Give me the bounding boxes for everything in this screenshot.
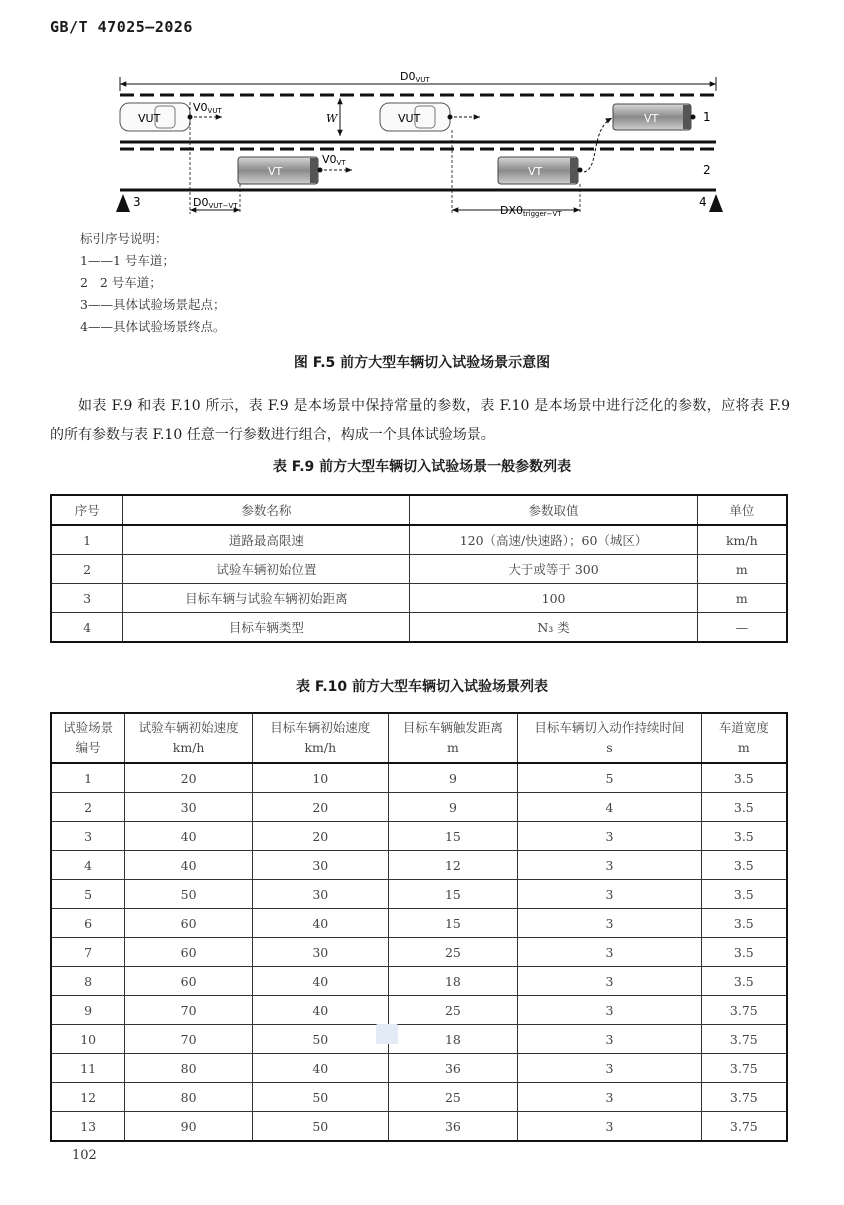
cut-in-scenario-diagram <box>0 60 844 230</box>
table-cell: 10 <box>252 763 388 793</box>
table-f10 <box>50 712 788 1142</box>
table-cell: — <box>697 613 787 643</box>
table-cell: 5 <box>518 763 701 793</box>
legend-item: 3——具体试验场景起点； <box>80 297 226 312</box>
table-row <box>51 822 787 851</box>
table-cell: 3 <box>518 996 701 1025</box>
table-cell: 13 <box>51 1112 125 1142</box>
vt-vehicle-trigger <box>498 157 583 184</box>
column-header: 目标车辆初始速度 km/h <box>252 713 388 763</box>
table-cell: 18 <box>388 1025 518 1054</box>
table-cell: 8 <box>51 967 125 996</box>
table-cell: 90 <box>125 1112 253 1142</box>
table-cell: 70 <box>125 996 253 1025</box>
table-cell: 30 <box>125 793 253 822</box>
table-cell: N₃ 类 <box>410 613 697 643</box>
column-header: 目标车辆触发距离 m <box>388 713 518 763</box>
table-cell: 120（高速/快速路）；60（城区） <box>410 525 697 555</box>
marker-2-label: 2 <box>703 163 711 177</box>
column-header: 序号 <box>51 495 123 525</box>
table-cell: 12 <box>388 851 518 880</box>
table-cell: 3.5 <box>701 909 787 938</box>
table-header-row <box>51 713 787 763</box>
vut-label: VUT <box>138 112 161 125</box>
legend-title: 标引序号说明： <box>80 231 168 246</box>
standard-number: GB/T 47025—2026 <box>50 18 193 36</box>
marker-1-label: 1 <box>703 110 711 124</box>
table-row <box>51 525 787 555</box>
table-cell: 70 <box>125 1025 253 1054</box>
table-cell: 3.5 <box>701 822 787 851</box>
table-cell: 20 <box>252 822 388 851</box>
table-cell: 9 <box>51 996 125 1025</box>
table-cell: 目标车辆与试验车辆初始距离 <box>123 584 410 613</box>
table-row <box>51 763 787 793</box>
table-cell: 60 <box>125 909 253 938</box>
table-cell: 3.75 <box>701 1054 787 1083</box>
column-header: 单位 <box>697 495 787 525</box>
table-cell: 50 <box>125 880 253 909</box>
table-cell: 3.5 <box>701 851 787 880</box>
start-point-marker <box>116 194 130 212</box>
table-cell: 9 <box>388 793 518 822</box>
vt-vehicle-start <box>238 157 323 184</box>
table-f10-caption: 表 F.10 前方大型车辆切入试验场景列表 <box>295 679 549 695</box>
table-cell: 30 <box>252 880 388 909</box>
table-cell: 20 <box>252 793 388 822</box>
table-cell: 30 <box>252 851 388 880</box>
table-cell: 1 <box>51 525 123 555</box>
table-cell: 50 <box>252 1025 388 1054</box>
dx0-trigger-vt-label: DX0trigger−VT <box>500 204 562 218</box>
table-row <box>51 880 787 909</box>
table-cell: 3 <box>518 822 701 851</box>
legend-item: 1——1 号车道； <box>80 253 175 268</box>
table-row <box>51 1083 787 1112</box>
column-header: 车道宽度 m <box>701 713 787 763</box>
table-cell: 3.5 <box>701 763 787 793</box>
table-cell: 3 <box>518 851 701 880</box>
vut-vehicle-end <box>380 103 453 131</box>
table-cell: 3.75 <box>701 1025 787 1054</box>
end-point-marker <box>709 194 723 212</box>
table-cell: 3.75 <box>701 1083 787 1112</box>
column-header: 试验场景 编号 <box>51 713 125 763</box>
table-cell: 50 <box>252 1112 388 1142</box>
table-cell: 30 <box>252 938 388 967</box>
table-cell: 3.75 <box>701 1112 787 1142</box>
table-cell: 4 <box>518 793 701 822</box>
table-cell: 40 <box>252 909 388 938</box>
column-header: 参数名称 <box>123 495 410 525</box>
table-cell: 3 <box>518 909 701 938</box>
table-row <box>51 1054 787 1083</box>
table-f9 <box>50 494 788 643</box>
table-cell: 1 <box>51 763 125 793</box>
table-header-row <box>51 495 787 525</box>
column-header: 参数取值 <box>410 495 697 525</box>
table-cell: 目标车辆类型 <box>123 613 410 643</box>
table-cell: 7 <box>51 938 125 967</box>
figure-caption: 图 F.5 前方大型车辆切入试验场景示意图 <box>293 355 551 371</box>
column-header: 试验车辆初始速度 km/h <box>125 713 253 763</box>
table-row <box>51 584 787 613</box>
table-cell: 3 <box>518 1025 701 1054</box>
table-cell: 4 <box>51 851 125 880</box>
table-cell: 12 <box>51 1083 125 1112</box>
table-cell: 36 <box>388 1112 518 1142</box>
table-row <box>51 1112 787 1142</box>
table-row <box>51 555 787 584</box>
table-row <box>51 851 787 880</box>
table-cell: 2 <box>51 793 125 822</box>
table-cell: m <box>697 584 787 613</box>
table-row <box>51 967 787 996</box>
marker-3-label: 3 <box>133 195 141 209</box>
table-cell: 3 <box>51 822 125 851</box>
cut-in-trajectory-arrow <box>584 118 612 172</box>
svg-text:VUT: VUT <box>398 112 421 125</box>
table-cell: 3.5 <box>701 967 787 996</box>
table-cell: 3 <box>518 938 701 967</box>
table-cell: 10 <box>51 1025 125 1054</box>
table-cell: 4 <box>51 613 123 643</box>
table-cell: 3 <box>518 1083 701 1112</box>
table-cell: 60 <box>125 938 253 967</box>
table-cell: 3 <box>51 584 123 613</box>
table-cell: 3.5 <box>701 793 787 822</box>
table-cell: 25 <box>388 1083 518 1112</box>
table-cell: 80 <box>125 1083 253 1112</box>
table-cell: 3 <box>518 880 701 909</box>
d0-vut-vt-label: D0VUT−VT <box>193 196 238 210</box>
table-cell: 3.5 <box>701 880 787 909</box>
column-header: 目标车辆切入动作持续时间 s <box>518 713 701 763</box>
table-cell: 40 <box>252 996 388 1025</box>
table-cell: 5 <box>51 880 125 909</box>
table-cell: 60 <box>125 967 253 996</box>
table-cell: 40 <box>125 851 253 880</box>
table-cell: 11 <box>51 1054 125 1083</box>
legend <box>80 228 225 338</box>
table-cell: 18 <box>388 967 518 996</box>
table-row <box>51 938 787 967</box>
table-cell: 3 <box>518 1112 701 1142</box>
table-cell: 道路最高限速 <box>123 525 410 555</box>
table-cell: 25 <box>388 938 518 967</box>
table-cell: 100 <box>410 584 697 613</box>
v0-vut-label: V0VUT <box>193 101 222 115</box>
table-cell: 36 <box>388 1054 518 1083</box>
table-cell: 40 <box>252 967 388 996</box>
table-cell: 3.75 <box>701 996 787 1025</box>
lane-width-label: W <box>326 112 338 125</box>
legend-item: 2 2 号车道； <box>80 275 162 290</box>
table-cell: 15 <box>388 880 518 909</box>
table-cell: 3 <box>518 1054 701 1083</box>
table-cell: 15 <box>388 822 518 851</box>
table-cell: 80 <box>125 1054 253 1083</box>
table-row <box>51 613 787 643</box>
table-row <box>51 909 787 938</box>
table-cell: 试验车辆初始位置 <box>123 555 410 584</box>
table-f9-caption: 表 F.9 前方大型车辆切入试验场景一般参数列表 <box>272 459 572 475</box>
table-cell: 大于或等于 300 <box>410 555 697 584</box>
svg-text:VT: VT <box>528 165 543 178</box>
watermark-mark <box>376 1024 398 1044</box>
table-cell: 20 <box>125 763 253 793</box>
table-cell: km/h <box>697 525 787 555</box>
table-cell: 9 <box>388 763 518 793</box>
marker-4-label: 4 <box>699 195 707 209</box>
table-cell: 40 <box>252 1054 388 1083</box>
v0-vt-label: V0VT <box>322 153 346 167</box>
table-cell: 40 <box>125 822 253 851</box>
table-row <box>51 1025 787 1054</box>
table-cell: 3.5 <box>701 938 787 967</box>
table-cell: 6 <box>51 909 125 938</box>
table-cell: 25 <box>388 996 518 1025</box>
table-cell: 3 <box>518 967 701 996</box>
legend-item: 4——具体试验场景终点。 <box>80 319 226 334</box>
vut-vehicle-start <box>120 103 193 131</box>
table-cell: 15 <box>388 909 518 938</box>
page-number: 102 <box>72 1148 97 1163</box>
svg-text:VT: VT <box>268 165 283 178</box>
table-cell: 50 <box>252 1083 388 1112</box>
table-cell: 2 <box>51 555 123 584</box>
body-paragraph: 如表 F.9 和表 F.10 所示，表 F.9 是本场景中保持常量的参数，表 F.10 是本场景中进行泛化的参数，应将表 F.9 的所有参数与表 F.10 任意一行参数进行组合，构成一个具体试验场景。 <box>50 398 790 443</box>
table-row <box>51 793 787 822</box>
d0-vut-label: D0VUT <box>400 70 430 84</box>
vt-vehicle-cut-in-end <box>613 104 696 130</box>
svg-text:VT: VT <box>644 112 659 125</box>
table-row <box>51 996 787 1025</box>
table-cell: m <box>697 555 787 584</box>
